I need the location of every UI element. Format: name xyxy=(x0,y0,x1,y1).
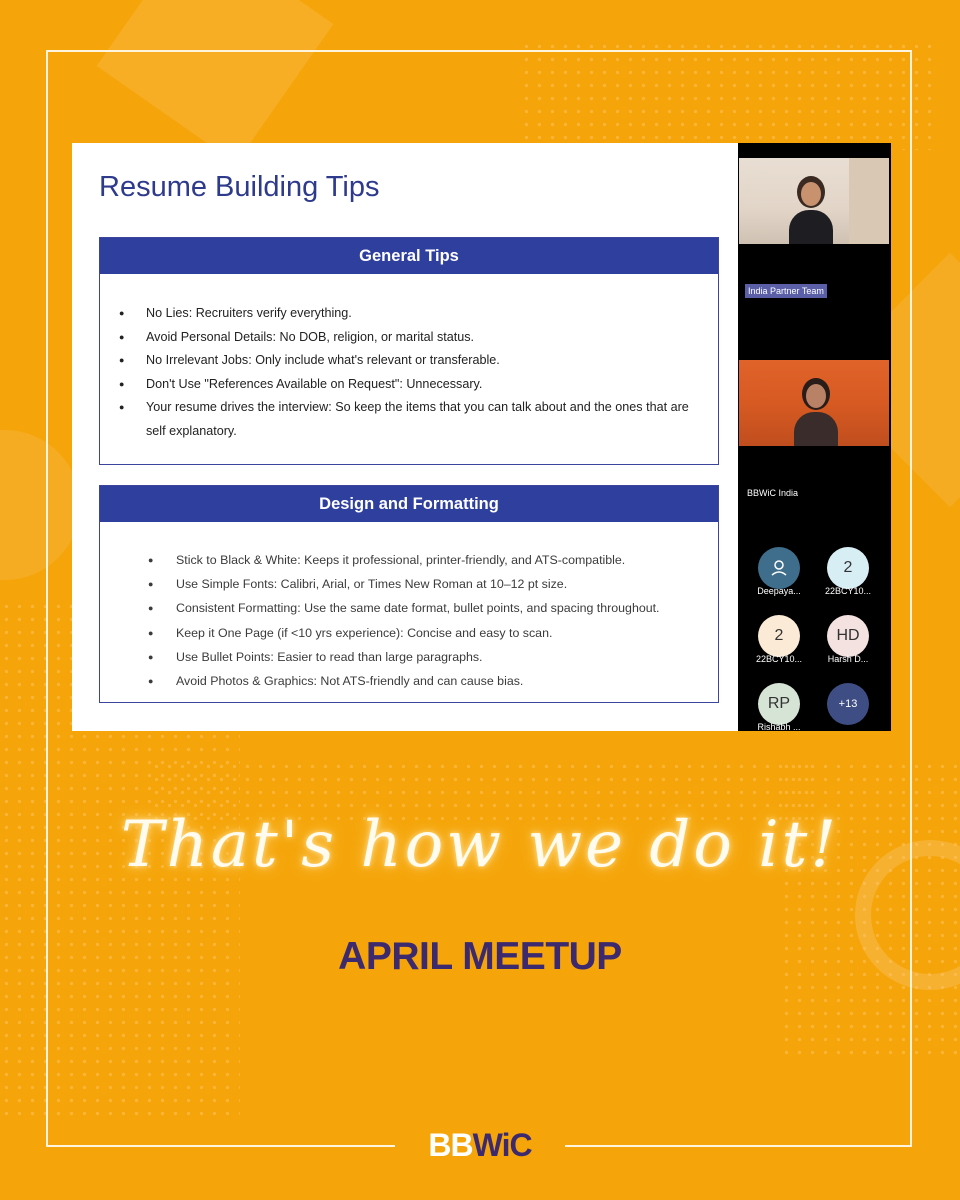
list-item: ● No Irrelevant Jobs: Only include what's relevant or transferable. xyxy=(146,349,698,373)
list-item: ● Keep it One Page (if <10 yrs experience): Concise and easy to scan. xyxy=(176,621,698,645)
bullet-icon: ● xyxy=(148,651,154,662)
avatar[interactable]: HD xyxy=(827,615,869,657)
avatar-label: Rishabh ... xyxy=(757,722,801,732)
participants-panel xyxy=(738,143,891,731)
avatar-label: 22BCY10... xyxy=(755,654,803,664)
list-item: ● Avoid Photos & Graphics: Not ATS-friendly and can cause bias. xyxy=(176,669,698,693)
bullet-icon: ● xyxy=(148,555,154,565)
bullet-icon: ● xyxy=(119,308,125,318)
participant-video-1[interactable] xyxy=(739,158,889,244)
design-formatting-box xyxy=(99,485,719,703)
list-item: ● Avoid Personal Details: No DOB, religion, or marital status. xyxy=(146,326,698,350)
person-figure xyxy=(789,176,833,244)
participant-video-2[interactable] xyxy=(739,360,889,446)
person-figure xyxy=(794,378,838,446)
list-item: ● Your resume drives the interview: So keep the items that you can talk about and the ones that are self explanatory. xyxy=(146,396,698,443)
bullet-icon: ● xyxy=(148,676,154,687)
bullet-icon: ● xyxy=(119,331,125,342)
bullet-icon: ● xyxy=(119,378,125,389)
avatar-label: Deepaya... xyxy=(757,586,801,596)
avatar-label: Harsh D... xyxy=(827,654,869,664)
general-tips-list xyxy=(100,274,718,443)
list-item: ● Consistent Formatting: Use the same date format, bullet points, and spacing throughout. xyxy=(176,596,698,620)
list-item: ● Use Simple Fonts: Calibri, Arial, or Times New Roman at 10–12 pt size. xyxy=(176,572,698,596)
person-icon xyxy=(770,559,788,577)
shelf-shape xyxy=(849,158,889,244)
design-formatting-list xyxy=(100,522,718,693)
general-tips-heading: General Tips xyxy=(100,238,718,274)
meeting-screenshot xyxy=(72,143,891,731)
design-formatting-heading: Design and Formatting xyxy=(100,486,718,522)
avatar[interactable]: 2 xyxy=(827,547,869,589)
bbwic-logo xyxy=(400,1125,560,1165)
list-item: ● Don't Use "References Available on Request": Unnecessary. xyxy=(146,373,698,397)
event-title: APRIL MEETUP xyxy=(338,935,622,978)
avatar-label: 22BCY10... xyxy=(824,586,872,596)
tagline: That's how we do it! xyxy=(120,808,840,882)
logo-part-2: WiC xyxy=(472,1126,532,1163)
bullet-icon: ● xyxy=(148,627,154,638)
list-item: ● No Lies: Recruiters verify everything. xyxy=(146,302,698,326)
list-item: ● Stick to Black & White: Keeps it professional, printer-friendly, and ATS-compatible. xyxy=(176,548,698,572)
bullet-icon: ● xyxy=(119,402,125,412)
bullet-icon: ● xyxy=(148,579,154,590)
participant-name-1: India Partner Team xyxy=(745,284,827,298)
participant-name-2: BBWiC India xyxy=(747,488,799,498)
general-tips-box xyxy=(99,237,719,465)
logo-part-1: BB xyxy=(428,1126,473,1163)
bullet-icon: ● xyxy=(119,355,125,365)
avatar[interactable] xyxy=(758,547,800,589)
slide-title: Resume Building Tips xyxy=(99,171,380,203)
avatar[interactable]: 2 xyxy=(758,615,800,657)
presentation-slide xyxy=(72,143,738,731)
avatar[interactable]: RP xyxy=(758,683,800,725)
more-participants-button[interactable]: +13 xyxy=(827,683,869,725)
bullet-icon: ● xyxy=(148,603,154,614)
list-item: ● Use Bullet Points: Easier to read than large paragraphs. xyxy=(176,645,698,669)
